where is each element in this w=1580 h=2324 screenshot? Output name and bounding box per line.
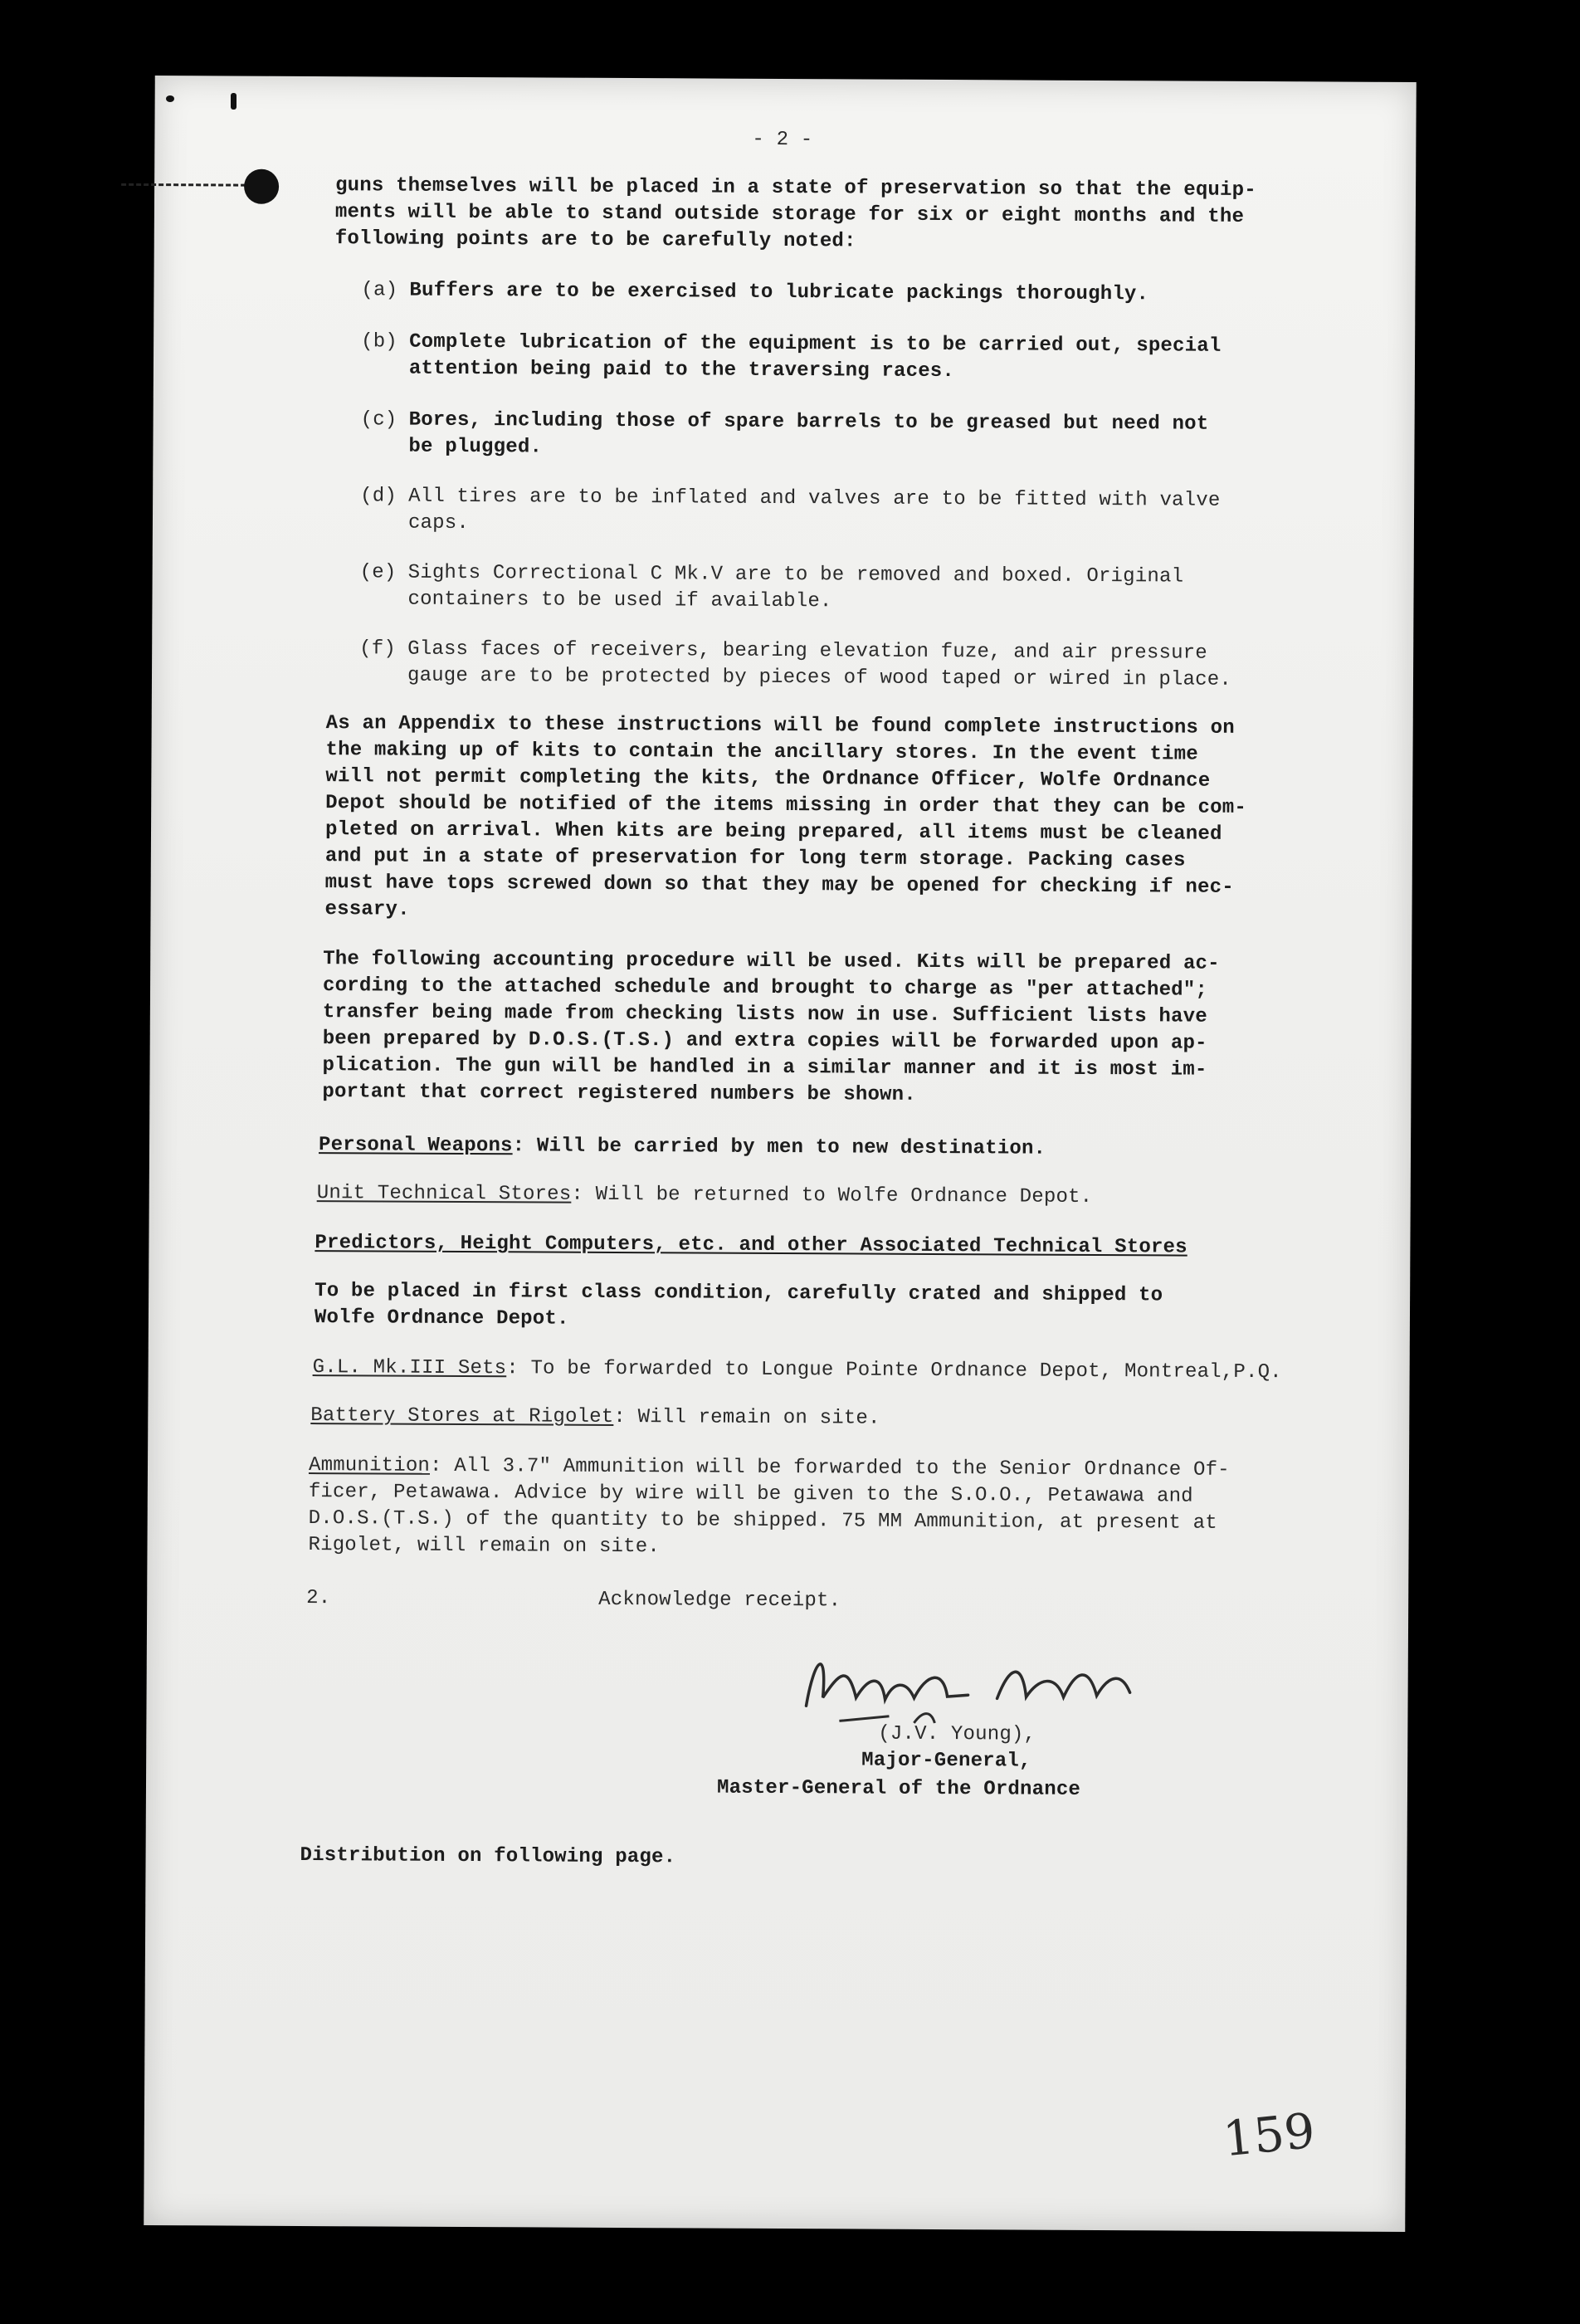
point-line: Sights Correctional C Mk.V are to be removed and boxed. Original (407, 561, 1184, 588)
intro-line: ments will be able to stand outside storage for six or eight months and the (334, 201, 1245, 228)
section-text: : Will remain on site. (613, 1405, 880, 1430)
paragraph-line: been prepared by D.O.S.(T.S.) and extra copies will be forwarded upon ap- (322, 1028, 1207, 1055)
signatory-title: Master-General of the Ordnance (716, 1776, 1081, 1801)
paragraph-line: Depot should be notified of the items missing in order that they can be com- (325, 792, 1247, 819)
paragraph-line: cording to the attached schedule and brought to charge as "per attached"; (322, 974, 1208, 1002)
point-line: Buffers are to be exercised to lubricate packings thoroughly. (409, 279, 1149, 306)
predictors-line: Wolfe Ordnance Depot. (314, 1306, 569, 1330)
section-heading: Ammunition (308, 1454, 431, 1477)
section-heading: G.L. Mk.III Sets (312, 1356, 507, 1380)
point-letter: (a) (361, 279, 398, 302)
scan-speck (231, 93, 237, 110)
point-letter: (f) (359, 637, 397, 661)
intro-line: guns themselves will be placed in a state of preservation so that the equip- (335, 174, 1256, 202)
point-letter: (b) (361, 330, 397, 354)
paragraph-line: As an Appendix to these instructions will be found complete instructions on (325, 712, 1235, 740)
binder-trail (121, 183, 246, 187)
ammunition-line: Rigolet, will remain on site. (308, 1534, 661, 1559)
personal-weapons-section (319, 1132, 1046, 1163)
paragraph-line: The following accounting procedure will be used. Kits will be prepared ac- (323, 948, 1220, 975)
paragraph-line: essary. (324, 898, 410, 921)
paragraph-line: and put in a state of preservation for long term storage. Packing cases (324, 845, 1186, 872)
paragraph-line: must have tops screwed down so that they may be opened for checking if nec- (324, 872, 1234, 899)
signatory-rank: Major-General, (861, 1749, 1031, 1773)
predictors-heading: Predictors, Height Computers, etc. and other Associated Technical Stores (315, 1232, 1187, 1259)
battery-stores-section (310, 1403, 880, 1433)
handwritten-signature (789, 1639, 1155, 1732)
point-line: caps. (407, 511, 470, 535)
folio-number: 159 (1220, 2102, 1318, 2168)
point-line: All tires are to be inflated and valves are to be fitted with valve (408, 485, 1221, 512)
section-text: : Will be returned to Wolfe Ordnance Depot. (571, 1183, 1093, 1208)
paragraph-line: the making up of kits to contain the ancillary stores. In the event time (325, 739, 1198, 766)
intro-line: following points are to be carefully noted: (334, 227, 856, 253)
paragraph-line: portant that correct registered numbers be shown. (322, 1081, 916, 1106)
signatory-name: (J.V. Young), (878, 1722, 1036, 1746)
point-line: containers to be used if available. (407, 588, 832, 613)
predictors-line: To be placed in first class condition, carefully crated and shipped to (315, 1280, 1163, 1307)
paragraph-line: transfer being made from checking lists now in use. Sufficient lists have (322, 1001, 1207, 1028)
ammunition-line: D.O.S.(T.S.) of the quantity to be shipped. 75 MM Ammunition, at present at (308, 1507, 1217, 1535)
page-number: - 2 - (752, 128, 813, 152)
ammunition-line: ficer, Petawawa. Advice by wire will be given to the S.O.O., Petawawa and (308, 1481, 1193, 1508)
gl-sets-section (313, 1355, 1282, 1386)
scan-speck (166, 95, 174, 102)
section-text: : Will be carried by men to new destination. (512, 1135, 1046, 1160)
point-line: Glass faces of receivers, bearing elevation fuze, and air pressure (407, 637, 1207, 665)
point-letter: (e) (359, 561, 397, 584)
point-line: gauge are to be protected by pieces of wood taped or wired in place. (407, 664, 1232, 691)
point-line: Bores, including those of spare barrels to be greased but need not (408, 408, 1209, 436)
point-letter: (d) (360, 485, 397, 508)
paragraph-number: 2. (306, 1587, 331, 1610)
section-heading: Personal Weapons (318, 1134, 513, 1158)
unit-stores-section (317, 1180, 1093, 1211)
section-heading: Battery Stores at Rigolet (310, 1404, 614, 1428)
point-line: Complete lubrication of the equipment is to be carried out, special (409, 330, 1222, 358)
point-letter: (c) (360, 408, 397, 432)
paragraph-line: will not permit completing the kits, the Ordnance Officer, Wolfe Ordnance (325, 765, 1211, 793)
paragraph-line: pleted on arrival. When kits are being prepared, all items must be cleaned (324, 818, 1222, 846)
section-text: : All 3.7" Ammunition will be forwarded to the Senior Ordnance Of- (429, 1454, 1230, 1482)
point-line: attention being paid to the traversing races. (408, 357, 955, 383)
paragraph-line: plication. The gun will be handled in a similar manner and it is most im- (322, 1054, 1207, 1081)
section-heading: Unit Technical Stores (316, 1182, 572, 1206)
point-line: be plugged. (408, 435, 543, 459)
distribution-note: Distribution on following page. (300, 1843, 676, 1869)
intro-paragraph (155, 76, 1417, 253)
acknowledge-line: Acknowledge receipt. (598, 1588, 841, 1613)
document-page (144, 76, 1417, 2232)
section-text: : To be forwarded to Longue Pointe Ordnance Depot, Montreal,P.Q. (506, 1357, 1282, 1384)
binder-hole-mark (244, 169, 279, 204)
